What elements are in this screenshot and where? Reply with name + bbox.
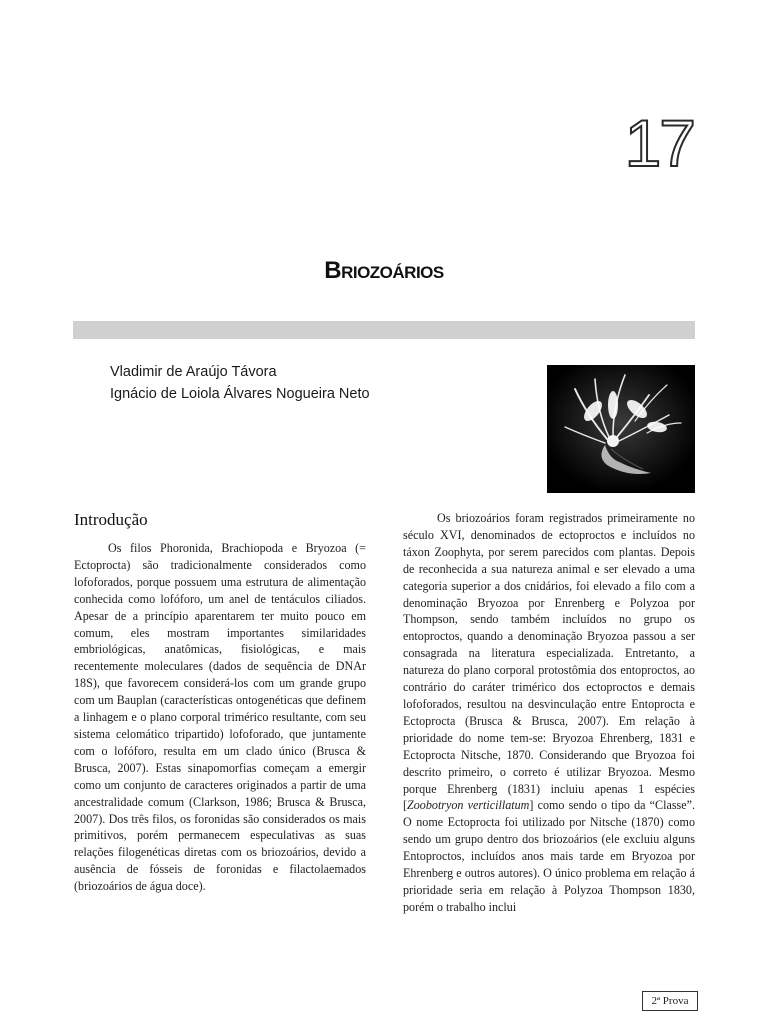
- intro-paragraph: Os filos Phoronida, Brachiopoda e Bryozoa (= Ectoprocta) são tradicionalmente considerados como lofoforados, porque possuem uma estrutura de alimentação conhecida como lofóforo, um anel de tentáculos ciliados. Apesar de a princípio aparentarem ter muito pouco em comum, eles mostram importantes similaridades embriológicas, anatômicas, fisiológicas, e mais recentemente moleculares (dados de sequência de DNAr 18S), que favorecem considerá-los com um grande grupo com um Bauplan (características ontogenéticas que definem a linhagem e o plano corporal trimérico resultante, com seu sistema celomático tripartido) lofoforado, que juntamente com o lofóforo, resulta em um clado único (Brusca & Brusca, 2007). Estas sinapomorfias começam a emergir como um conjunto de caracteres originados a partir de uma ancestralidade comum (Clarkson, 1986; Brusca & Brusca, 2007). Dos três filos, os foronidas são considerados os mais primitivos, porém permanecem especulativas as suas relações filogenéticas diretas com os briozoários, devido a ausência de fósseis de foronidas e filactolaemados (briozoários de água doce).: [74, 541, 366, 894]
- history-text-part2: ] como sendo o tipo da “Classe”. O nome Ectoprocta foi utilizado por Nitsche (1870) como sendo um grupo dentro dos briozoários (ele excluiu alguns Entoproctos, incluídos anos mais tarde em Bryozoa por Ehrenberg e outros autores). O único problema em relação á prioridade seria em relação à Polyzoa Thompson 1830, porém o trabalho inclui: [403, 798, 695, 914]
- right-column: [403, 510, 695, 916]
- chapter-title: Briozoários: [324, 257, 444, 284]
- bryozoan-photo: [547, 365, 695, 493]
- proof-label-box: 2ª Prova: [642, 991, 698, 1011]
- history-paragraph: [403, 510, 695, 916]
- history-text-part1: Os briozoários foram registrados primeiramente no século XVI, denominados de ectoproctos e incluídos no táxon Zoophyta, por serem parecidos com plantas. Depois de reconhecida a sua natureza animal e ser elevado a uma categoria superior a dos cnidários, foi elevado a filo com a denominação Bryozoa por Enrenberg e Polyzoa por Thompson, sendo também incluídos no grupo os entoproctos, quando a denominação Bryozoa passou a ser consagrada na literatura especializada. Entretanto, a natureza do plano corporal protostômia dos entoproctos, ao contrário do caráter trimérico dos ectoproctos e demais lofoforados, resultou na desvinculação entre Entoprocta e Ectoprocta (Brusca & Brusca, 2007). Em relação à prioridade do nome tem-se: Bryozoa Ehrenberg, 1831 e Ectoprocta Nitsche, 1870. Considerando que Bryozoa foi descrito primeiro, o correto é utilizar Bryozoa. Mesmo porque Ehrenberg (1831) incluiu apenas 1 espécies [: [403, 511, 695, 813]
- left-column: [74, 510, 366, 895]
- species-name: Zoobotryon verticillatum: [407, 798, 530, 813]
- title-divider-bar: [73, 321, 695, 339]
- section-heading-introduction: Introdução: [74, 510, 148, 529]
- author-name: Ignácio de Loiola Álvares Nogueira Neto: [110, 386, 370, 402]
- author-list: [110, 361, 370, 405]
- bryozoan-illustration: [547, 365, 695, 493]
- chapter-number: 17: [624, 106, 694, 180]
- author-name: Vladimir de Araújo Távora: [110, 364, 277, 380]
